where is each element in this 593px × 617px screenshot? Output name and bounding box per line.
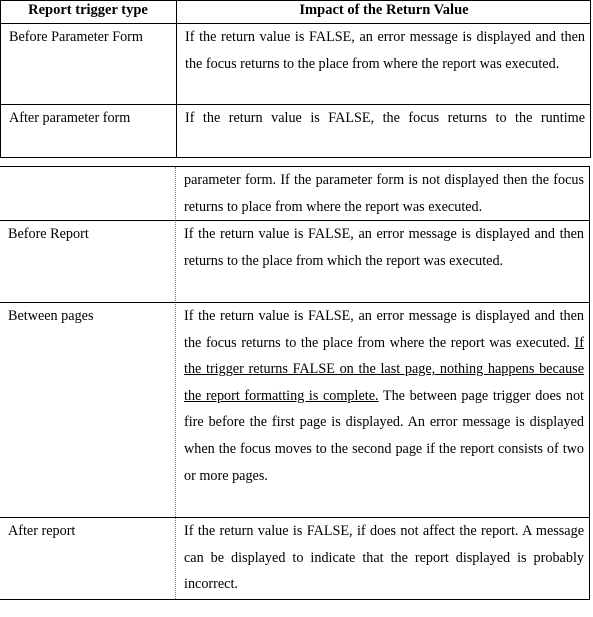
impact-text: The between page trigger does not fire before the first page is displayed. An error message is displayed when the focus moves to the second page if the report consists of two or more pages.: [184, 387, 584, 484]
impact-cell: If the return value is FALSE, the focus returns to the runtime: [185, 110, 585, 126]
table-row: [0, 221, 590, 303]
table-row: [1, 105, 591, 155]
table-row: [1, 24, 591, 105]
impact-cell: If the return value is FALSE, an error message is displayed and then the focus returns to the place from where the report was executed.: [185, 29, 585, 72]
header-report-trigger-type: Report trigger type: [28, 2, 148, 18]
trigger-table-part-2: [0, 166, 590, 600]
trigger-type-cell: After report: [8, 523, 76, 539]
table-row-continuation: [0, 167, 590, 221]
trigger-type-cell: After parameter form: [9, 110, 131, 126]
header-impact-of-return-value: Impact of the Return Value: [299, 2, 469, 18]
impact-text: If the return value is FALSE, an error message is displayed and then the focus returns to the place from where the report was executed.: [184, 308, 584, 351]
impact-cell: [184, 303, 584, 489]
table-row: [0, 303, 590, 518]
trigger-type-cell: Before Parameter Form: [9, 29, 143, 45]
table-header-row: [1, 1, 591, 24]
trigger-table-part-1: [0, 0, 591, 158]
impact-underlined-text: If the trigger returns FALSE on the last page, nothing happens because the report formatting is complete.: [184, 334, 584, 404]
trigger-type-cell: Before Report: [8, 226, 89, 242]
trigger-type-cell: Between pages: [8, 308, 94, 324]
impact-cell: If the return value is FALSE, an error message is displayed and then returns to the place from which the report was executed.: [184, 226, 584, 269]
table-row: [0, 518, 590, 598]
impact-cell: If the return value is FALSE, if does not affect the report. A message can be displayed to indicate that the report displayed is probably incorrect.: [184, 523, 584, 593]
impact-cell: parameter form. If the parameter form is not displayed then the focus returns to place from where the report was executed.: [184, 172, 584, 215]
